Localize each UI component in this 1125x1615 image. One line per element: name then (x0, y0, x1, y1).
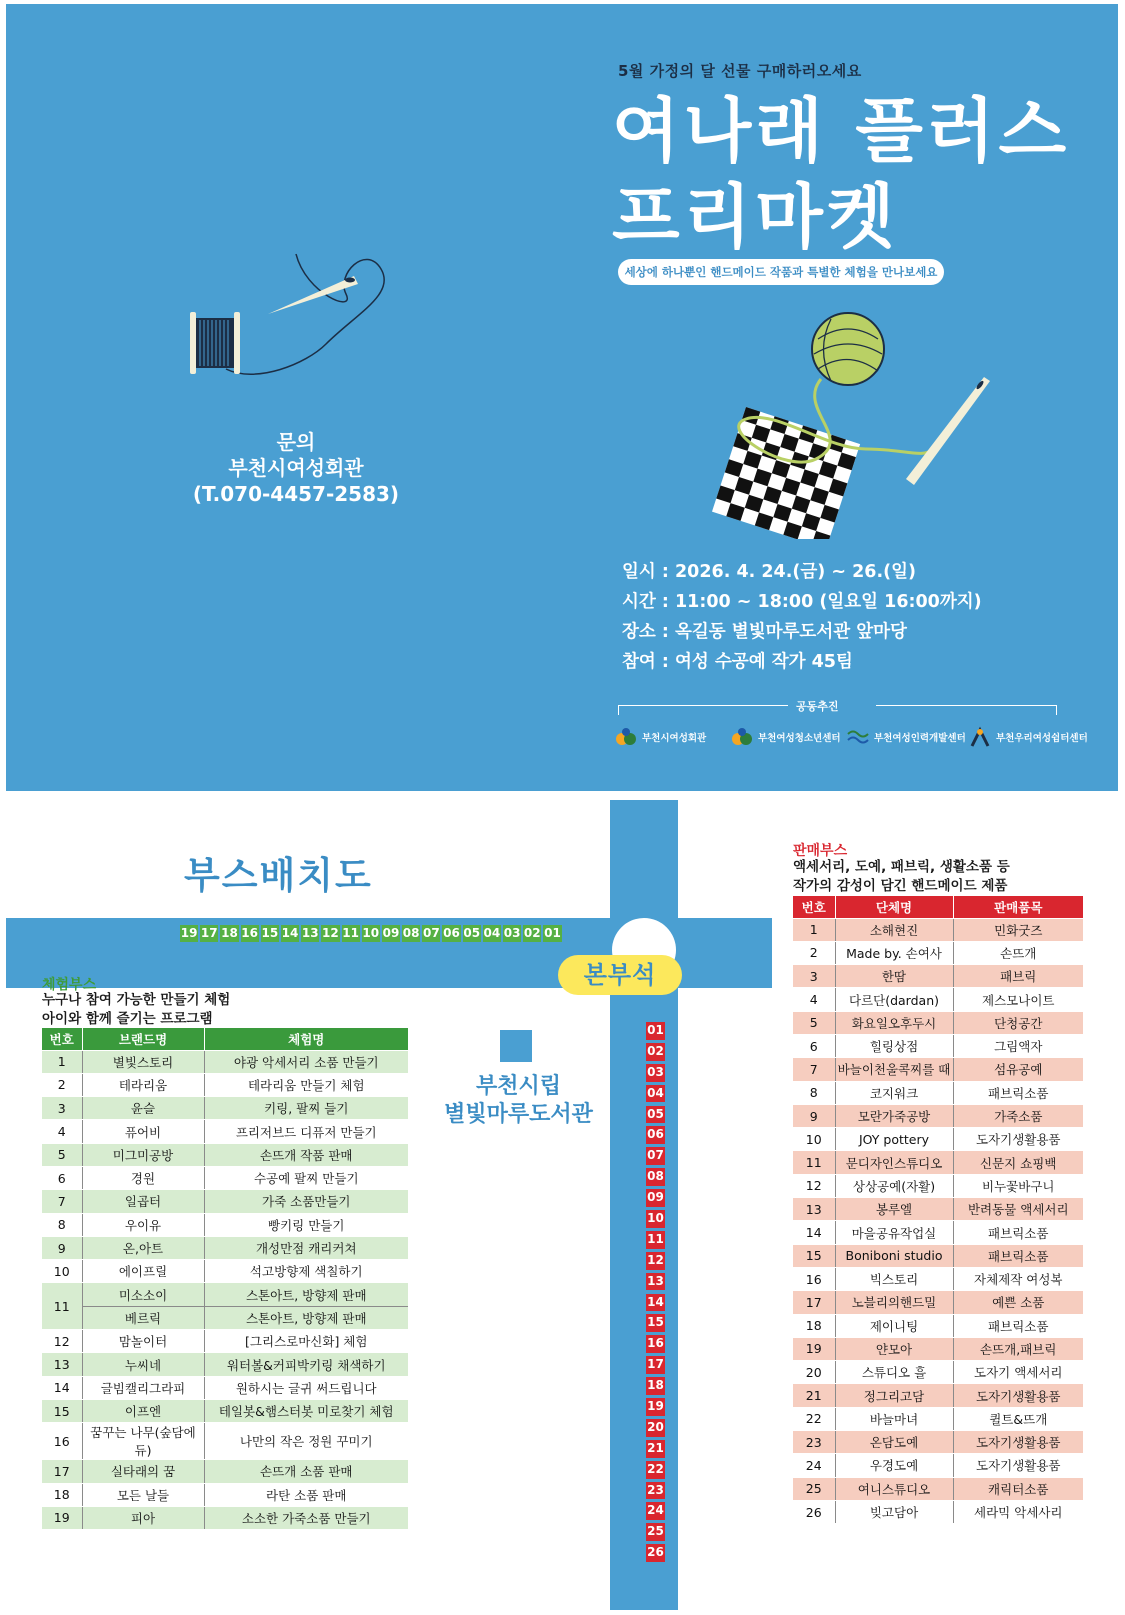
table-row (793, 1431, 1083, 1454)
sales-table-body (793, 918, 1083, 1524)
sales-description (793, 858, 1010, 896)
cell-team: 마을공유작업실 (835, 1221, 953, 1244)
cell-number: 12 (793, 1174, 835, 1197)
booth-number: 02 (646, 1043, 665, 1061)
cell-team: 문디자인스튜디오 (835, 1151, 953, 1174)
booth-number: 20 (646, 1419, 665, 1437)
contact-org: 부천시여성회관 (228, 456, 364, 480)
cell-team: 바늘마녀 (835, 1407, 953, 1430)
cell-brand: 온,아트 (82, 1236, 204, 1259)
cell-program: 빵키링 만들기 (204, 1213, 408, 1236)
cell-program: 키링, 팔찌 들기 (204, 1097, 408, 1120)
cell-team: 여니스튜디오 (835, 1477, 953, 1500)
cell-number: 11 (793, 1151, 835, 1174)
table-row (793, 965, 1083, 988)
cell-number: 2 (42, 1073, 82, 1096)
cell-goods: 손뜨개,패브릭 (953, 1337, 1083, 1360)
title-line-1: 여나래 플러스 (612, 90, 1071, 172)
booth-map-section (6, 800, 1118, 1610)
table-row (793, 1174, 1083, 1197)
table-row (793, 1407, 1083, 1430)
contact-block (156, 429, 436, 507)
cell-program: 야광 악세서리 소품 만들기 (204, 1050, 408, 1073)
table-row (42, 1073, 408, 1096)
table-row (42, 1506, 408, 1529)
cell-goods: 민화굿즈 (953, 918, 1083, 941)
table-row (42, 1353, 408, 1376)
table-row (42, 1260, 408, 1283)
cell-goods: 가죽소품 (953, 1104, 1083, 1127)
column-header: 체험명 (204, 1028, 408, 1050)
cell-brand: 테라리움 (82, 1073, 204, 1096)
experience-desc-1: 누구나 참여 가능한 만들기 체험 (42, 992, 231, 1008)
table-row (793, 1477, 1083, 1500)
booth-number: 19 (180, 926, 198, 940)
cell-brand: 에이프릴 (82, 1260, 204, 1283)
table-row (42, 1460, 408, 1483)
library-name (436, 1073, 601, 1129)
booth-number: 18 (646, 1377, 665, 1395)
map-title: 부스배치도 (184, 854, 373, 897)
booth-number: 15 (261, 926, 279, 940)
cell-goods: 예쁜 소품 (953, 1291, 1083, 1314)
cell-team: 빚고담아 (835, 1500, 953, 1523)
table-row (793, 941, 1083, 964)
booth-number: 06 (443, 926, 460, 940)
cell-number: 8 (793, 1081, 835, 1104)
cell-brand: 우이유 (82, 1213, 204, 1236)
cell-brand: 피아 (82, 1506, 204, 1529)
cell-number: 14 (42, 1376, 82, 1399)
sales-desc-2: 작가의 감성이 담긴 핸드메이드 제품 (793, 878, 1008, 894)
booth-number: 08 (646, 1168, 665, 1186)
column-header: 번호 (42, 1028, 82, 1050)
cell-team: 우경도예 (835, 1454, 953, 1477)
cell-number: 4 (42, 1120, 82, 1143)
cell-team: 정그리고담 (835, 1384, 953, 1407)
cell-goods: 퀼트&뜨개 (953, 1407, 1083, 1430)
cell-number: 19 (793, 1337, 835, 1360)
cell-goods: 패브릭소품 (953, 1081, 1083, 1104)
info-participants: 참여 : 여성 수공예 작가 45팀 (622, 652, 853, 672)
table-row (793, 988, 1083, 1011)
booth-number: 03 (503, 926, 521, 940)
logo-job-center (846, 726, 966, 748)
title-line-2: 프리마켓 (612, 176, 899, 258)
cell-program: 테라리움 만들기 체험 (204, 1073, 408, 1096)
library-marker (500, 1030, 532, 1062)
cell-number: 16 (42, 1423, 82, 1460)
divider (618, 705, 619, 715)
cell-program: 스톤아트, 방향제 판매 (204, 1306, 408, 1329)
booth-number: 22 (646, 1461, 665, 1479)
booth-number: 05 (646, 1106, 665, 1124)
cell-number: 1 (42, 1050, 82, 1073)
cell-team: 노블리의핸드밀 (835, 1291, 953, 1314)
event-poster (6, 4, 1118, 791)
table-row (793, 1011, 1083, 1034)
cell-brand: 윤슬 (82, 1097, 204, 1120)
experience-table (42, 1028, 408, 1530)
cell-brand: 모든 날들 (82, 1483, 204, 1506)
cell-number: 14 (793, 1221, 835, 1244)
table-row (793, 1314, 1083, 1337)
hq-booth: 본부석 (558, 955, 682, 995)
cell-brand: 미소소이 (82, 1283, 204, 1306)
table-row (793, 1128, 1083, 1151)
experience-desc-2: 아이와 함께 즐기는 프로그램 (42, 1011, 213, 1027)
table-row (42, 1423, 408, 1460)
logo-label: 부천여성청소년센터 (758, 733, 841, 744)
cell-brand: 경원 (82, 1166, 204, 1189)
cell-program: 나만의 작은 정원 꾸미기 (204, 1423, 408, 1460)
experience-booth-row (180, 925, 562, 942)
table-row (42, 1166, 408, 1189)
cell-team: 봉루엘 (835, 1198, 953, 1221)
cell-number: 7 (42, 1190, 82, 1213)
column-header: 브랜드명 (82, 1028, 204, 1050)
experience-description (42, 991, 230, 1029)
cell-team: 힐링상점 (835, 1034, 953, 1057)
thread-spool-icon (186, 234, 406, 384)
sales-table (793, 896, 1083, 1524)
org-logo-icon (968, 726, 992, 748)
column-header: 판매품목 (953, 896, 1083, 918)
cell-number: 18 (42, 1483, 82, 1506)
booth-number: 18 (221, 926, 238, 940)
cell-number: 12 (42, 1330, 82, 1353)
booth-number: 23 (646, 1482, 665, 1500)
table-row (42, 1306, 408, 1329)
cell-goods: 도자기생활용품 (953, 1384, 1083, 1407)
cell-number: 18 (793, 1314, 835, 1337)
contact-phone: (T.070-4457-2583) (192, 482, 400, 506)
cell-number: 3 (793, 965, 835, 988)
sales-booth-column (646, 1022, 665, 1562)
booth-number: 26 (646, 1544, 665, 1562)
cell-goods: 단청공간 (953, 1011, 1083, 1034)
cell-team: JOY pottery (835, 1128, 953, 1151)
cell-number: 1 (793, 918, 835, 941)
cell-team: 소해현진 (835, 918, 953, 941)
info-time: 시간 : 11:00 ~ 18:00 (일요일 16:00까지) (622, 592, 982, 612)
booth-number: 04 (483, 926, 501, 940)
co-host-label: 공동추진 (796, 700, 839, 713)
cell-team: 빅스토리 (835, 1267, 953, 1290)
table-row (793, 1151, 1083, 1174)
cell-brand: 꿈꾸는 나무(숲담에듀) (82, 1423, 204, 1460)
table-row (793, 1267, 1083, 1290)
booth-number: 10 (362, 926, 380, 940)
cell-goods: 비누꽃바구니 (953, 1174, 1083, 1197)
booth-number: 13 (301, 926, 319, 940)
cell-number: 24 (793, 1454, 835, 1477)
cell-brand: 실타래의 꿈 (82, 1460, 204, 1483)
cell-number: 10 (793, 1128, 835, 1151)
booth-number: 07 (646, 1147, 665, 1165)
cell-number: 25 (793, 1477, 835, 1500)
cell-number: 17 (42, 1460, 82, 1483)
booth-number: 14 (281, 926, 299, 940)
booth-number: 12 (322, 926, 339, 940)
cell-team: 다르단(dardan) (835, 988, 953, 1011)
event-info (622, 557, 982, 677)
sales-heading: 판매부스 (793, 843, 848, 859)
org-logo-icon (614, 726, 638, 748)
booth-number: 11 (342, 926, 359, 940)
booth-number: 21 (646, 1440, 665, 1458)
table-row (42, 1120, 408, 1143)
booth-number: 02 (523, 926, 541, 940)
cell-number: 21 (793, 1384, 835, 1407)
cell-program: 테일봇&햄스터봇 미로찾기 체험 (204, 1399, 408, 1422)
cell-goods: 패브릭 (953, 965, 1083, 988)
cell-goods: 캐릭터소품 (953, 1477, 1083, 1500)
table-row (793, 1221, 1083, 1244)
table-row (793, 1104, 1083, 1127)
cell-number: 2 (793, 941, 835, 964)
cell-goods: 손뜨개 (953, 941, 1083, 964)
sales-desc-1: 액세서리, 도예, 패브릭, 생활소품 등 (793, 859, 1010, 875)
cell-program: 스톤아트, 방향제 판매 (204, 1283, 408, 1306)
cell-number: 9 (42, 1236, 82, 1259)
cell-program: 개성만점 캐리커쳐 (204, 1236, 408, 1259)
booth-number: 14 (646, 1294, 665, 1312)
cell-team: 화요일오후두시 (835, 1011, 953, 1034)
table-row (42, 1376, 408, 1399)
table-row (793, 1034, 1083, 1057)
cell-number: 22 (793, 1407, 835, 1430)
cell-goods: 도자기 액세서리 (953, 1361, 1083, 1384)
booth-number: 19 (646, 1398, 665, 1416)
cell-number: 6 (793, 1034, 835, 1057)
cell-number: 16 (793, 1267, 835, 1290)
cell-program: [그리스로마신화] 체험 (204, 1330, 408, 1353)
cell-brand: 퓨어비 (82, 1120, 204, 1143)
cell-number: 9 (793, 1104, 835, 1127)
cell-number: 3 (42, 1097, 82, 1120)
logo-shelter-center (968, 726, 1088, 748)
cell-program: 수공예 팔찌 만들기 (204, 1166, 408, 1189)
booth-number: 16 (646, 1335, 665, 1353)
cell-number: 6 (42, 1166, 82, 1189)
cell-brand: 이프엔 (82, 1399, 204, 1422)
table-row (42, 1236, 408, 1259)
cell-team: 모란가죽공방 (835, 1104, 953, 1127)
logo-label: 부천시여성회관 (642, 733, 707, 744)
library-line-2: 별빛마루도서관 (444, 1102, 593, 1127)
info-date: 일시 : 2026. 4. 24.(금) ~ 26.(일) (622, 562, 917, 582)
cell-team: 코지워크 (835, 1081, 953, 1104)
table-row (42, 1283, 408, 1306)
booth-number: 09 (646, 1189, 665, 1207)
table-row (793, 1454, 1083, 1477)
table-row (793, 1291, 1083, 1314)
divider (876, 705, 1056, 706)
cell-program: 라탄 소품 판매 (204, 1483, 408, 1506)
booth-number: 05 (463, 926, 481, 940)
contact-label: 문의 (276, 430, 316, 454)
table-row (42, 1190, 408, 1213)
logo-label: 부천여성인력개발센터 (874, 733, 966, 744)
cell-program: 워터볼&커피박키링 채색하기 (204, 1353, 408, 1376)
booth-number: 03 (646, 1064, 665, 1082)
booth-number: 06 (646, 1126, 665, 1144)
table-row (42, 1399, 408, 1422)
cell-number: 13 (793, 1198, 835, 1221)
booth-number: 16 (241, 926, 258, 940)
cell-number: 23 (793, 1431, 835, 1454)
cell-team: 얀모아 (835, 1337, 953, 1360)
cell-team: Made by. 손여사 (835, 941, 953, 964)
cell-program: 석고방향제 색칠하기 (204, 1260, 408, 1283)
org-logo-icon (730, 726, 754, 748)
cell-brand: 베르릭 (82, 1306, 204, 1329)
cell-number: 15 (793, 1244, 835, 1267)
cell-goods: 패브릭소품 (953, 1244, 1083, 1267)
cell-team: 스튜디오 흘 (835, 1361, 953, 1384)
cell-brand: 맘놀이터 (82, 1330, 204, 1353)
cell-goods: 도자기생활용품 (953, 1128, 1083, 1151)
cell-brand: 글빔캘리그라피 (82, 1376, 204, 1399)
cell-goods: 도자기생활용품 (953, 1431, 1083, 1454)
org-logo-icon (846, 726, 870, 748)
cell-team: 온담도예 (835, 1431, 953, 1454)
cell-number: 8 (42, 1213, 82, 1236)
library-line-1: 부천시립 (475, 1074, 561, 1099)
table-row (793, 1081, 1083, 1104)
table-row (42, 1213, 408, 1236)
table-row (793, 1500, 1083, 1523)
cell-goods: 그림액자 (953, 1034, 1083, 1057)
logo-women-center (614, 726, 706, 748)
cell-number: 15 (42, 1399, 82, 1422)
cell-number: 4 (793, 988, 835, 1011)
cell-program: 손뜨개 작품 판매 (204, 1143, 408, 1166)
yarn-needle-icon (706, 309, 1006, 539)
column-header: 단체명 (835, 896, 953, 918)
booth-number: 01 (646, 1022, 665, 1040)
logo-youth-center (730, 726, 841, 748)
table-header-row (793, 896, 1083, 918)
booth-number: 10 (646, 1210, 665, 1228)
table-row (793, 1058, 1083, 1081)
cell-number: 11 (42, 1283, 82, 1330)
booth-number: 12 (646, 1252, 665, 1270)
cell-goods: 신문지 쇼핑백 (953, 1151, 1083, 1174)
table-row (793, 1337, 1083, 1360)
cell-number: 7 (793, 1058, 835, 1081)
cell-team: 상상공예(자활) (835, 1174, 953, 1197)
table-row (42, 1483, 408, 1506)
booth-number: 17 (200, 926, 218, 940)
experience-table-body (42, 1050, 408, 1530)
booth-number: 17 (646, 1356, 665, 1374)
cell-goods: 세라믹 악세사리 (953, 1500, 1083, 1523)
table-row (42, 1330, 408, 1353)
divider (1056, 705, 1057, 715)
cell-program: 가죽 소품만들기 (204, 1190, 408, 1213)
logo-label: 부천우리여성쉼터센터 (996, 733, 1088, 744)
cell-number: 5 (42, 1143, 82, 1166)
table-row (793, 1198, 1083, 1221)
subtitle-pill: 세상에 하나뿐인 핸드메이드 작품과 특별한 체험을 만나보세요 (618, 259, 944, 285)
cell-goods: 제스모나이트 (953, 988, 1083, 1011)
booth-number: 11 (646, 1231, 665, 1249)
booth-number: 01 (544, 926, 561, 940)
cell-team: 제이니팅 (835, 1314, 953, 1337)
divider (618, 705, 788, 706)
table-row (42, 1097, 408, 1120)
table-row (42, 1143, 408, 1166)
cell-team: 바늘이천울콕찌를 때 (835, 1058, 953, 1081)
pre-title: 5월 가정의 달 선물 구매하러오세요 (618, 62, 862, 80)
column-header: 번호 (793, 896, 835, 918)
booth-number: 13 (646, 1273, 665, 1291)
table-row (793, 1244, 1083, 1267)
table-header-row (42, 1028, 408, 1050)
cell-team: 한땀 (835, 965, 953, 988)
cell-program: 손뜨개 소품 판매 (204, 1460, 408, 1483)
cell-number: 19 (42, 1506, 82, 1529)
cell-brand: 별빛스토리 (82, 1050, 204, 1073)
cell-brand: 미그미공방 (82, 1143, 204, 1166)
table-row (793, 1361, 1083, 1384)
booth-number: 15 (646, 1314, 665, 1332)
cell-goods: 패브릭소품 (953, 1221, 1083, 1244)
cell-goods: 패브릭소품 (953, 1314, 1083, 1337)
cell-number: 17 (793, 1291, 835, 1314)
cell-goods: 섬유공예 (953, 1058, 1083, 1081)
booth-number: 04 (646, 1085, 665, 1103)
cell-goods: 자체제작 여성복 (953, 1267, 1083, 1290)
table-row (42, 1050, 408, 1073)
info-place: 장소 : 옥길동 별빛마루도서관 앞마당 (622, 622, 907, 642)
booth-number: 07 (422, 926, 440, 940)
booth-number: 24 (646, 1502, 665, 1520)
cell-brand: 누씨네 (82, 1353, 204, 1376)
cell-number: 26 (793, 1500, 835, 1523)
booth-number: 25 (646, 1523, 665, 1541)
cell-number: 13 (42, 1353, 82, 1376)
cell-number: 20 (793, 1361, 835, 1384)
booth-number: 09 (382, 926, 400, 940)
cell-program: 프리저브드 디퓨저 만들기 (204, 1120, 408, 1143)
cell-team: Boniboni studio (835, 1244, 953, 1267)
cell-brand: 일곱터 (82, 1190, 204, 1213)
table-row (793, 1384, 1083, 1407)
experience-heading: 체험부스 (42, 977, 97, 993)
cell-program: 소소한 가죽소품 만들기 (204, 1506, 408, 1529)
cell-program: 원하시는 글귀 써드립니다 (204, 1376, 408, 1399)
booth-number: 08 (402, 926, 420, 940)
cell-number: 5 (793, 1011, 835, 1034)
cell-goods: 반려동물 액세서리 (953, 1198, 1083, 1221)
table-row (793, 918, 1083, 941)
cell-goods: 도자기생활용품 (953, 1454, 1083, 1477)
cell-number: 10 (42, 1260, 82, 1283)
